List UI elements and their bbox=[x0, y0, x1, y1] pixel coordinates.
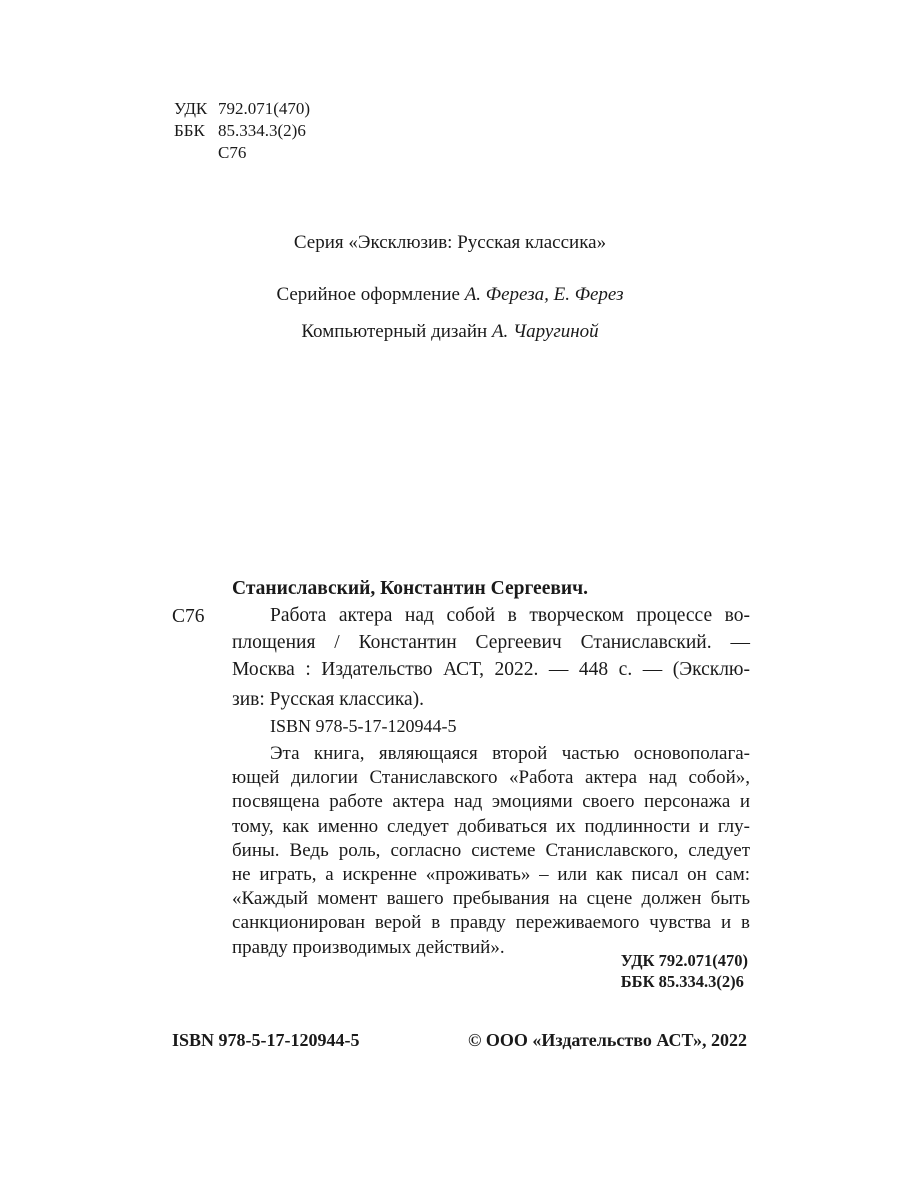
annotation-line: санкционирован верой в правду переживаемого чувства и в bbox=[232, 912, 750, 934]
annotation-line: бины. Ведь роль, согласно системе Станиславского, следует bbox=[232, 839, 750, 861]
bottom-bbk: ББК 85.334.3(2)6 bbox=[620, 972, 744, 991]
udk-row bbox=[174, 98, 310, 120]
computer-design-credit bbox=[0, 321, 900, 343]
annotation-line: «Каждый момент вашего пребывания на сцене должен быть bbox=[232, 888, 750, 910]
design-credit-names: А. Фереза, Е. Ферез bbox=[464, 284, 624, 305]
footer-isbn: ISBN 978-5-17-120944-5 bbox=[172, 1030, 360, 1050]
design-credit-label: Серийное оформление bbox=[276, 284, 460, 305]
annotation-line: ющей дилогии Станиславского «Работа актера над собой», bbox=[232, 767, 750, 789]
description-line: Работа актера над собой в творческом процессе во- bbox=[270, 605, 750, 626]
annotation-line: посвящена работе актера над эмоциями своего персонажа и bbox=[232, 791, 750, 813]
author-heading: Станиславский, Константин Сергеевич. bbox=[232, 578, 588, 599]
bbk-value: 85.334.3(2)6 bbox=[218, 121, 306, 140]
description-line: Москва : Издательство АСТ, 2022. — 448 с. — (Эксклю- bbox=[232, 659, 750, 680]
annotation-line: тому, как именно следует добиваться их подлинности и глу- bbox=[232, 815, 750, 837]
description-line: площения / Константин Сергеевич Станиславский. — bbox=[232, 632, 750, 653]
udk-value: 792.071(470) bbox=[218, 99, 311, 118]
footer-copyright: © ООО «Издательство АСТ», 2022 bbox=[467, 1030, 747, 1050]
annotation-line: не играть, а искренне «проживать» – или как писал он сам: bbox=[232, 864, 750, 886]
design-credit bbox=[0, 284, 900, 306]
series-line: Серия «Эксклюзив: Русская классика» bbox=[293, 232, 607, 253]
isbn-entry: ISBN 978-5-17-120944-5 bbox=[270, 716, 457, 736]
bbk-label: ББК bbox=[174, 121, 205, 140]
bottom-classification bbox=[621, 950, 748, 992]
udk-label: УДК bbox=[174, 99, 208, 118]
bibliographic-description bbox=[232, 602, 750, 713]
bbk-row bbox=[174, 120, 306, 142]
annotation bbox=[232, 742, 750, 960]
author-mark-top: С76 bbox=[218, 143, 247, 162]
description-line: зив: Русская классика). bbox=[232, 689, 425, 710]
author-mark-entry: С76 bbox=[172, 606, 205, 627]
annotation-line: Эта книга, являющаяся второй частью основополага- bbox=[270, 743, 750, 764]
computer-design-names: А. Чаругиной bbox=[491, 321, 599, 342]
annotation-line: правду производимых действий». bbox=[232, 936, 505, 958]
computer-design-label: Компьютерный дизайн bbox=[301, 321, 488, 342]
bottom-udk: УДК 792.071(470) bbox=[620, 951, 748, 970]
